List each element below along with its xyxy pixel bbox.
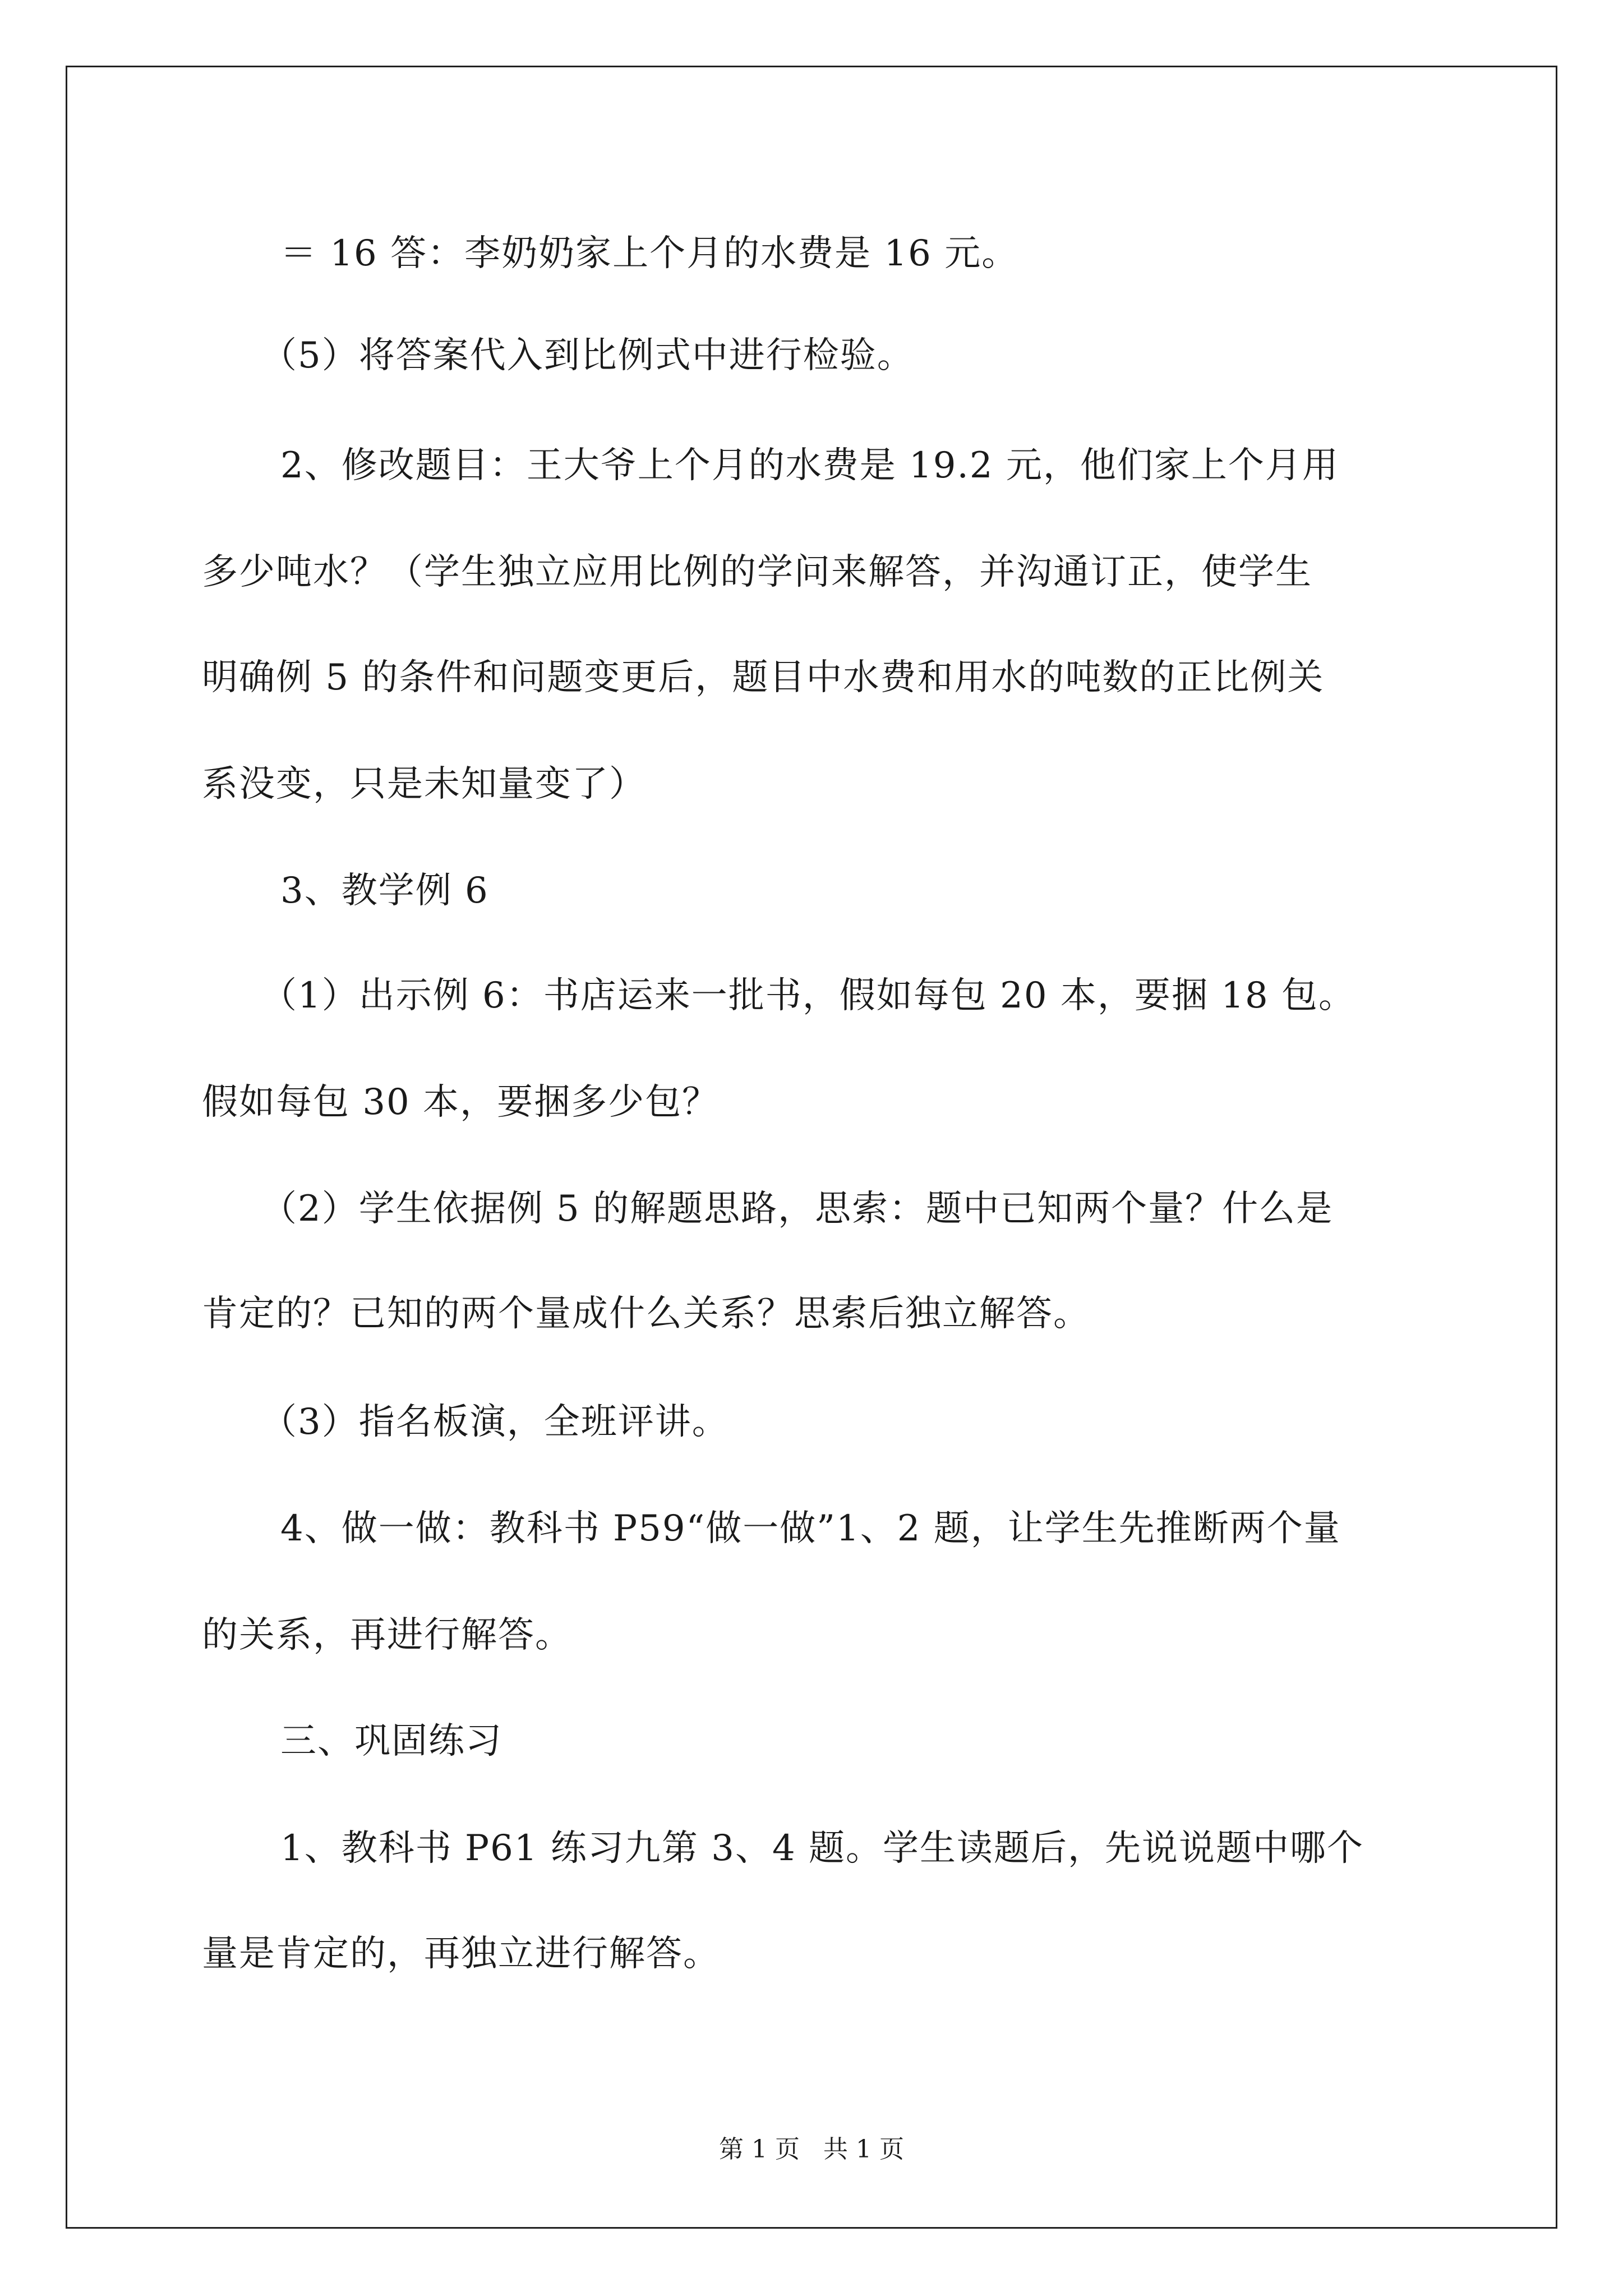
text-line: （1）出示例 6：书店运来一批书，假如每包 20 本，要捆 18 包。 — [261, 975, 1356, 1016]
text-line: 三、巩固练习 — [280, 1720, 502, 1762]
text-line: 肯定的？已知的两个量成什么关系？思索后独立解答。 — [202, 1293, 1090, 1335]
text-line: 的关系，再进行解答。 — [202, 1614, 572, 1656]
text-line: （5）将答案代入到比例式中进行检验。 — [261, 335, 914, 376]
text-line: 明确例 5 的条件和问题变更后，题目中水费和用水的吨数的正比例关 — [202, 657, 1325, 698]
text-line: 2、修改题目：王大爷上个月的水费是 19.2 元，他们家上个月用 — [280, 445, 1339, 486]
page-footer: 第 1 页 共 1 页 — [719, 2135, 904, 2164]
text-line: （3）指名板演，全班评讲。 — [261, 1401, 729, 1443]
text-line: 量是肯定的，再独立进行解答。 — [202, 1933, 720, 1975]
text-line: ＝ 16 答：李奶奶家上个月的水费是 16 元。 — [280, 233, 1019, 274]
text-line: （2）学生依据例 5 的解题思路，思索：题中已知两个量？什么是 — [261, 1188, 1334, 1230]
text-line: 4、做一做：教科书 P59“做一做”1、2 题，让学生先推断两个量 — [280, 1508, 1341, 1549]
text-line: 3、教学例 6 — [280, 870, 489, 912]
text-line: 系没变，只是未知量变了） — [202, 763, 646, 805]
page-border — [66, 66, 1557, 2229]
text-line: 假如每包 30 本，要捆多少包？ — [202, 1082, 720, 1123]
text-line: 多少吨水？（学生独立应用比例的学问来解答，并沟通订正，使学生 — [202, 551, 1312, 593]
text-line: 1、教科书 P61 练习九第 3、4 题。学生读题后，先说说题中哪个 — [280, 1828, 1364, 1869]
